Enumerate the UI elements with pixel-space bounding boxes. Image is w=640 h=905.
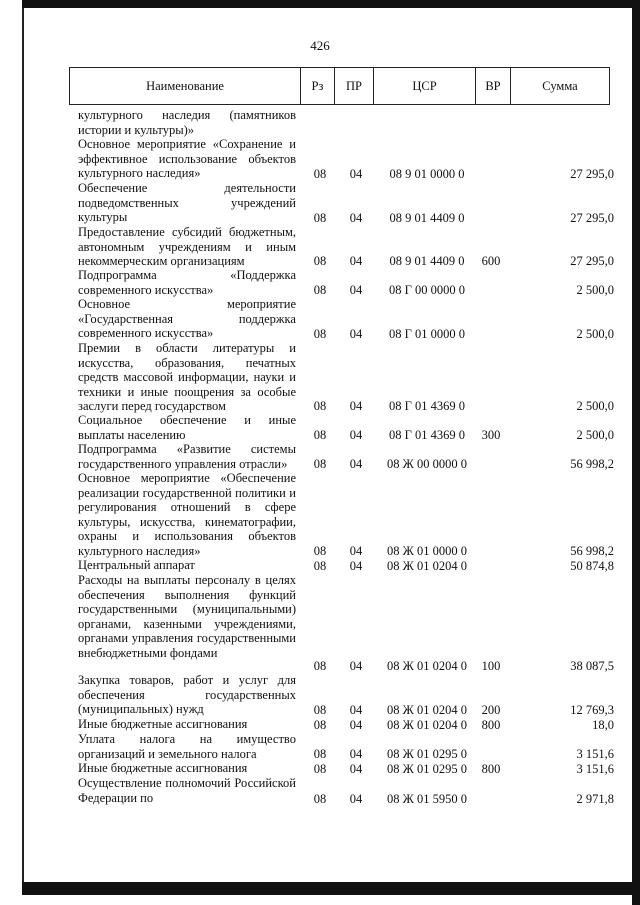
row-sum: 3 151,6 [576, 746, 614, 761]
row-rz: 08 [313, 746, 327, 761]
row-csr: 08 Г 01 4369 0 [389, 398, 465, 413]
row-csr: 08 Ж 01 0295 0 [387, 761, 467, 776]
row-rz: 08 [313, 658, 327, 673]
row-csr: 08 Г 01 4369 0 [389, 427, 465, 442]
row-sum: 27 295,0 [570, 253, 614, 268]
row-name: Осуществление полномочий Российской Федерации по [78, 776, 296, 805]
table-row [0, 108, 640, 137]
row-pr: 04 [349, 456, 363, 471]
row-pr: 04 [349, 398, 363, 413]
row-pr: 04 [349, 543, 363, 558]
table-row [0, 717, 640, 732]
row-vr: 300 [481, 427, 501, 442]
row-pr: 04 [349, 746, 363, 761]
row-pr: 04 [349, 761, 363, 776]
row-sum: 38 087,5 [570, 658, 614, 673]
table-row [0, 137, 640, 181]
row-rz: 08 [313, 717, 327, 732]
row-sum: 2 500,0 [576, 282, 614, 297]
row-sum: 18,0 [592, 717, 614, 732]
row-sum: 2 500,0 [576, 326, 614, 341]
row-sum: 27 295,0 [570, 210, 614, 225]
row-csr: 08 Ж 00 0000 0 [387, 456, 467, 471]
row-vr: 800 [481, 717, 501, 732]
table-row [0, 341, 640, 413]
header-rz: Рз [301, 68, 335, 104]
row-name: Расходы на выплаты персоналу в целях обеспечения выполнения функций государственными (муниципальными) органами, казенными учреждениями, органами управления государственными внебюджетными фондами [78, 573, 296, 660]
row-csr: 08 9 01 4409 0 [389, 253, 465, 268]
row-pr: 04 [349, 427, 363, 442]
row-name: Премии в области литературы и искусства, образования, печатных средств массовой информации, науки и техники и иные поощрения за особые заслуги перед государством [78, 341, 296, 413]
row-name: Социальное обеспечение и иные выплаты населению [78, 413, 296, 442]
header-pr: ПР [335, 68, 374, 104]
row-pr: 04 [349, 282, 363, 297]
row-name: Уплата налога на имущество организаций и земельного налога [78, 732, 296, 761]
scan-bottom-border [22, 882, 640, 895]
row-sum: 50 874,8 [570, 558, 614, 573]
row-rz: 08 [313, 761, 327, 776]
row-rz: 08 [313, 456, 327, 471]
row-csr: 08 Г 01 0000 0 [389, 326, 465, 341]
row-name: Иные бюджетные ассигнования [78, 761, 248, 775]
row-name: Подпрограмма «Развитие системы государственного управления отрасли» [78, 442, 296, 471]
scan-top-border [22, 0, 640, 8]
row-sum: 3 151,6 [576, 761, 614, 776]
header-sum: Сумма [542, 79, 578, 93]
table-row [0, 732, 640, 761]
header-csr: ЦСР [374, 68, 476, 104]
row-rz: 08 [313, 166, 327, 181]
row-name: Основное мероприятие «Сохранение и эффективное использование объектов культурного наследия» [78, 137, 296, 180]
row-csr: 08 Ж 01 0295 0 [387, 746, 467, 761]
row-rz: 08 [313, 210, 327, 225]
table-row [0, 297, 640, 341]
row-name: Основное мероприятие «Государственная поддержка современного искусства» [78, 297, 296, 340]
row-rz: 08 [313, 558, 327, 573]
row-csr: 08 9 01 0000 0 [389, 166, 465, 181]
table-row [0, 268, 640, 297]
row-sum: 56 998,2 [570, 543, 614, 558]
row-sum: 56 998,2 [570, 456, 614, 471]
table-row [0, 573, 640, 673]
table-row [0, 442, 640, 471]
header-name: Наименование [70, 68, 301, 104]
page-number: 426 [310, 38, 330, 53]
row-pr: 04 [349, 558, 363, 573]
row-rz: 08 [313, 543, 327, 558]
table-row [0, 181, 640, 225]
row-rz: 08 [313, 253, 327, 268]
row-rz: 08 [313, 398, 327, 413]
row-vr: 800 [481, 761, 501, 776]
row-pr: 04 [349, 702, 363, 717]
row-name: Подпрограмма «Поддержка современного искусства» [78, 268, 296, 297]
row-csr: 08 Ж 01 0204 0 [387, 717, 467, 732]
row-csr: 08 Г 00 0000 0 [389, 282, 465, 297]
row-csr: 08 Ж 01 0204 0 [387, 702, 467, 717]
row-csr: 08 Ж 01 0000 0 [387, 543, 467, 558]
table-row [0, 776, 640, 806]
row-vr: 200 [481, 702, 501, 717]
row-pr: 04 [349, 658, 363, 673]
row-csr: 08 9 01 4409 0 [389, 210, 465, 225]
row-name: культурного наследия (памятников истории и культуры)» [78, 108, 296, 137]
row-csr: 08 Ж 01 5950 0 [387, 791, 467, 806]
row-pr: 04 [349, 166, 363, 181]
row-vr: 100 [481, 658, 501, 673]
row-name: Обеспечение деятельности подведомственных учреждений культуры [78, 181, 296, 224]
row-sum: 12 769,3 [570, 702, 614, 717]
row-pr: 04 [349, 253, 363, 268]
table-header [69, 67, 610, 105]
table-row [0, 225, 640, 268]
row-sum: 2 971,8 [576, 791, 614, 806]
row-rz: 08 [313, 427, 327, 442]
row-pr: 04 [349, 791, 363, 806]
row-pr: 04 [349, 717, 363, 732]
row-pr: 04 [349, 326, 363, 341]
table-row [0, 471, 640, 558]
row-vr: 600 [481, 253, 501, 268]
row-name: Основное мероприятие «Обеспечение реализации государственной политики и регулирования отношений в сфере культуры, искусства, кинематографии, охраны и использования объектов культурного наследия» [78, 471, 296, 558]
row-name: Иные бюджетные ассигнования [78, 717, 248, 731]
row-rz: 08 [313, 326, 327, 341]
row-rz: 08 [313, 791, 327, 806]
row-rz: 08 [313, 702, 327, 717]
row-rz: 08 [313, 282, 327, 297]
row-pr: 04 [349, 210, 363, 225]
row-csr: 08 Ж 01 0204 0 [387, 658, 467, 673]
table-row [0, 761, 640, 776]
table-row [0, 413, 640, 442]
row-sum: 27 295,0 [570, 166, 614, 181]
row-name: Предоставление субсидий бюджетным, автономным учреждениям и иным некоммерческим организациям [78, 225, 296, 268]
table-row [0, 558, 640, 573]
header-vr: ВР [476, 68, 511, 104]
row-sum: 2 500,0 [576, 427, 614, 442]
row-name: Центральный аппарат [78, 558, 195, 572]
row-sum: 2 500,0 [576, 398, 614, 413]
row-csr: 08 Ж 01 0204 0 [387, 558, 467, 573]
table-row [0, 673, 640, 717]
row-name: Закупка товаров, работ и услуг для обеспечения государственных (муниципальных) нужд [78, 673, 296, 716]
